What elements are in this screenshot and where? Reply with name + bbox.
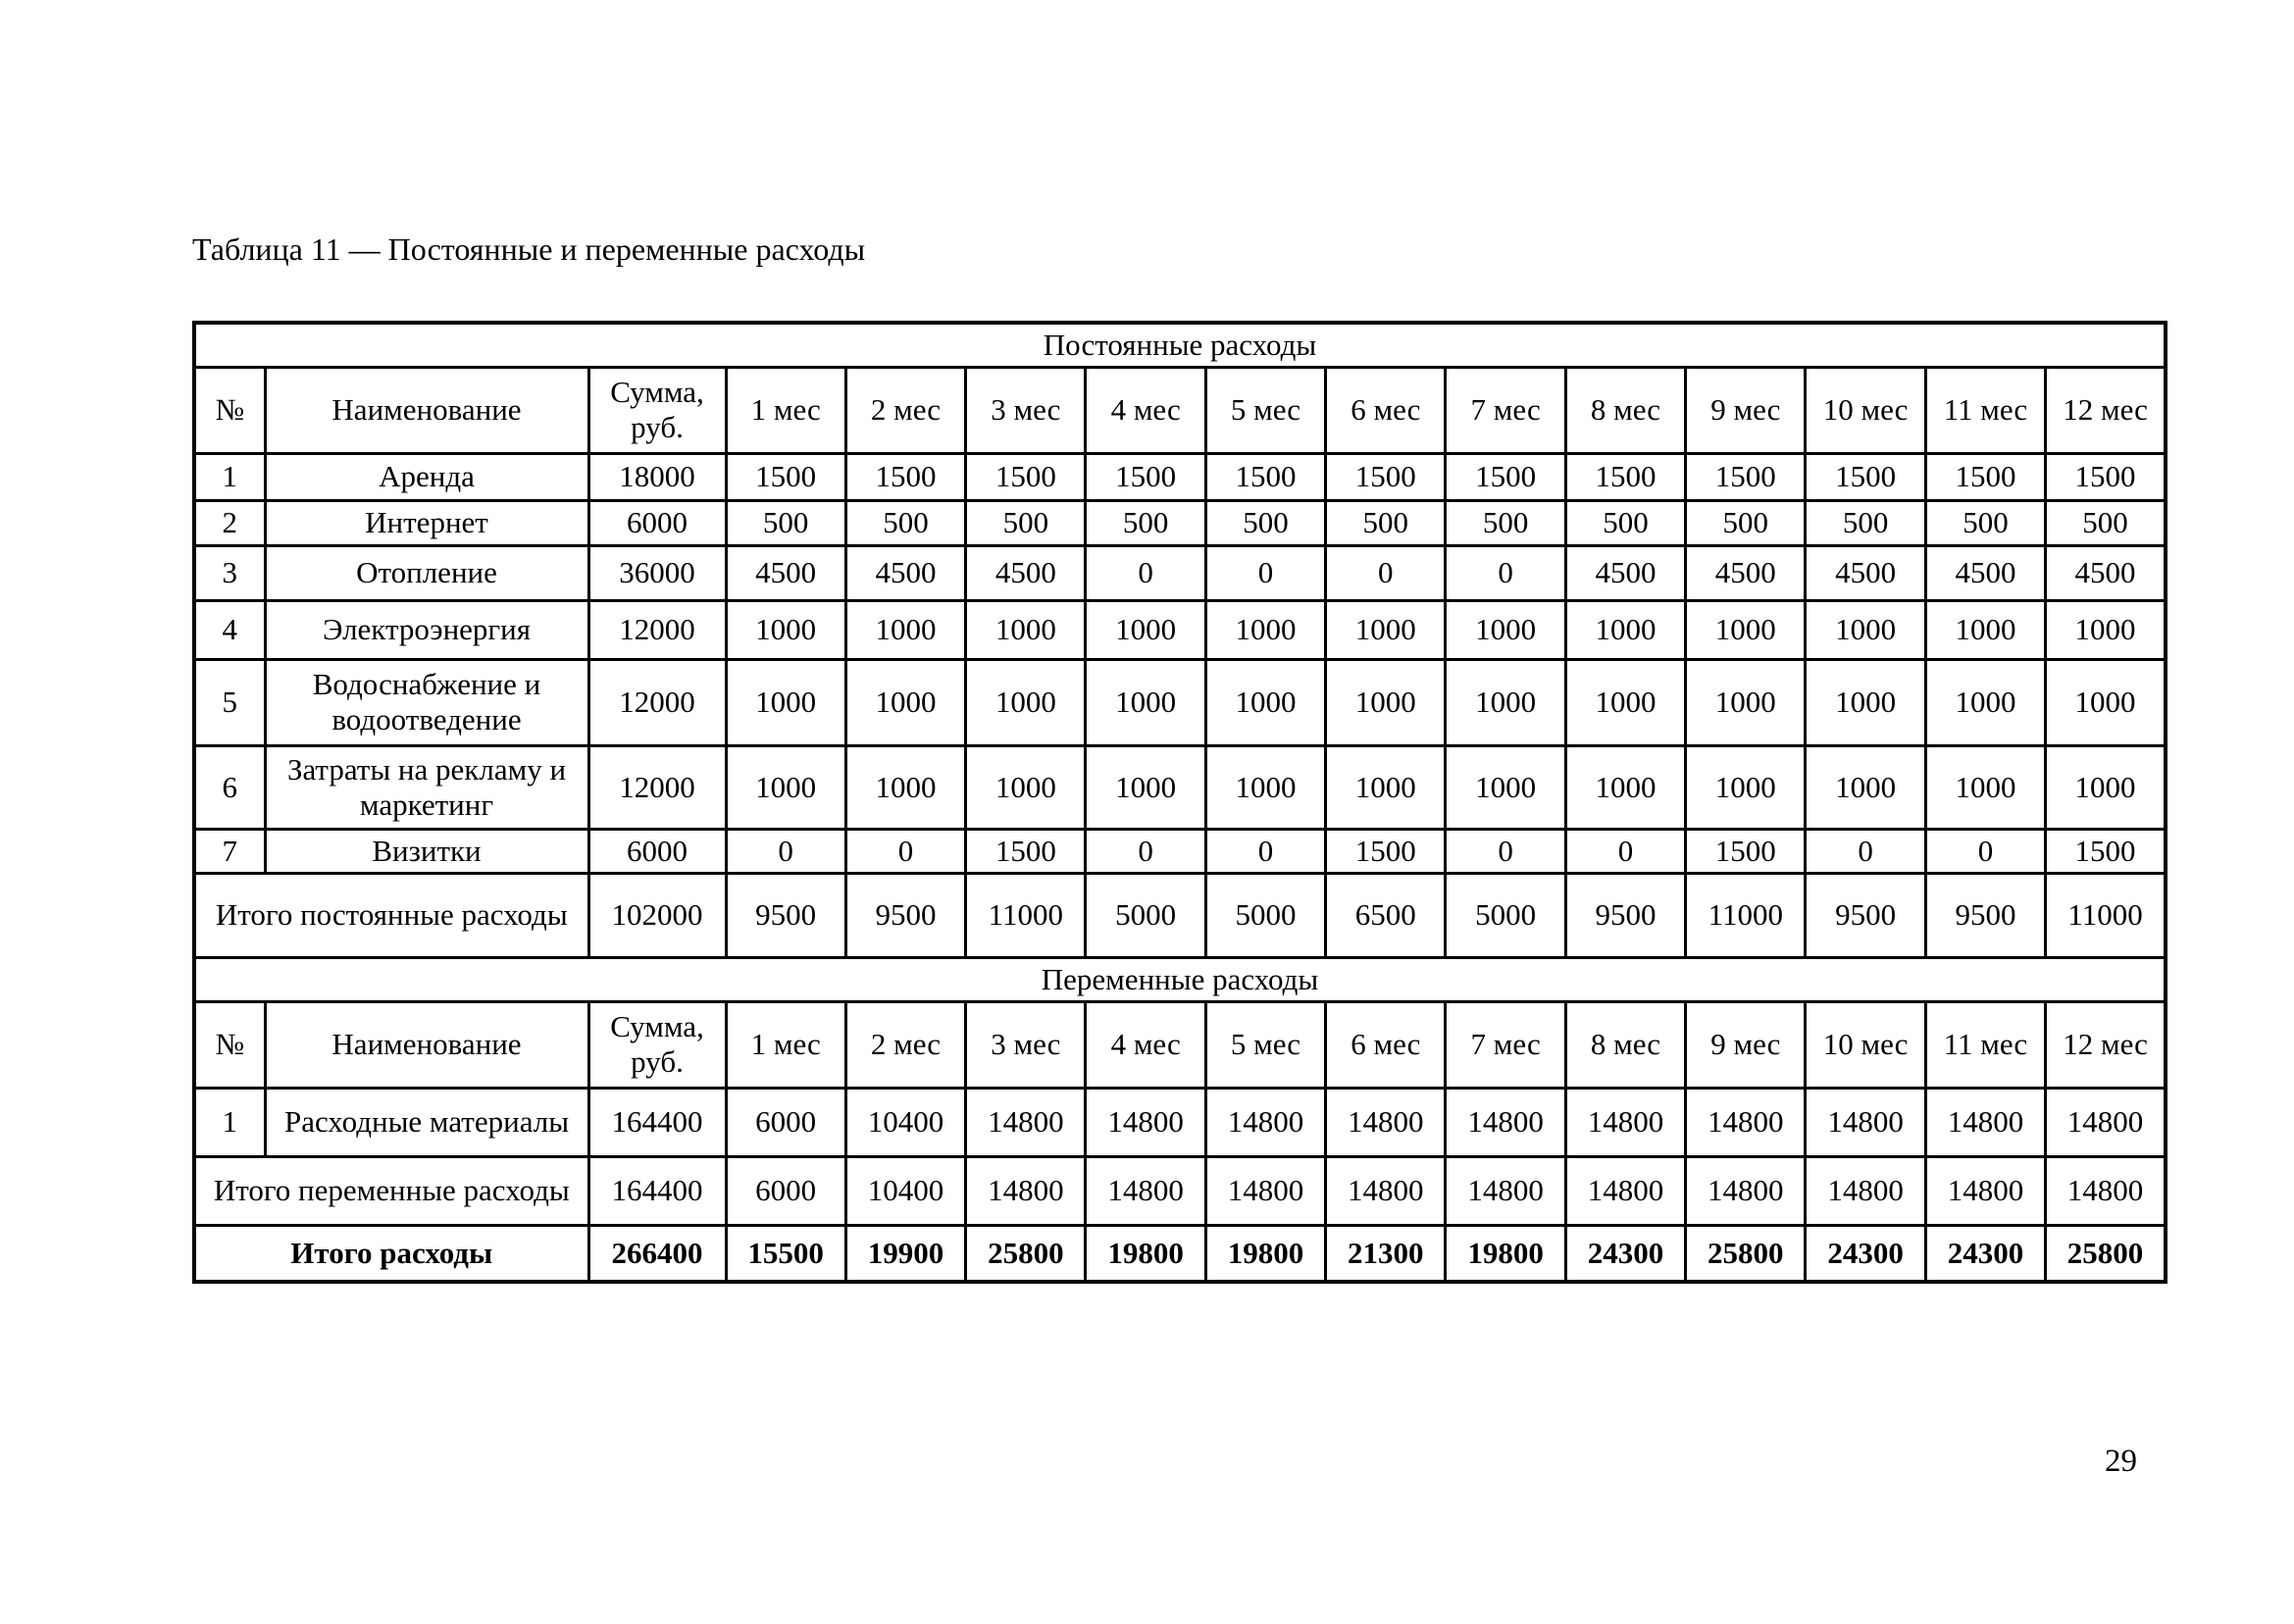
month-value-cell: 14800 (1446, 1088, 1565, 1156)
row-sum-cell: 6000 (588, 500, 726, 545)
month-value-cell: 1500 (726, 453, 845, 500)
month-value-cell: 500 (1686, 500, 1806, 545)
total-row (194, 873, 2166, 957)
row-num-cell: 5 (194, 659, 265, 745)
month-value-cell: 0 (1086, 829, 1205, 873)
section-title-cell: Переменные расходы (194, 957, 2166, 1001)
row-name-cell: Электроэнергия (265, 600, 588, 659)
month-value-cell: 1000 (966, 745, 1086, 829)
total-month-cell: 10400 (845, 1156, 965, 1225)
month-value-cell: 0 (1205, 829, 1325, 873)
month-value-cell: 1500 (1925, 453, 2045, 500)
section-header-row (194, 323, 2166, 367)
month-value-cell: 0 (1446, 545, 1565, 600)
row-name-cell: Расходные материалы (265, 1088, 588, 1156)
month-value-cell: 500 (726, 500, 845, 545)
col-header-num: № (194, 367, 265, 453)
month-value-cell: 14800 (1326, 1088, 1446, 1156)
month-value-cell: 4500 (726, 545, 845, 600)
month-value-cell: 1000 (1446, 745, 1565, 829)
month-value-cell: 1000 (1446, 659, 1565, 745)
col-header-month: 3 мес (966, 1001, 1086, 1088)
grand-total-month-cell: 19800 (1086, 1225, 1205, 1282)
total-month-cell: 14800 (1806, 1156, 1925, 1225)
month-value-cell: 1000 (845, 600, 965, 659)
col-header-month: 6 мес (1326, 367, 1446, 453)
month-value-cell: 1000 (1205, 659, 1325, 745)
month-value-cell: 6000 (726, 1088, 845, 1156)
col-header-sum: Сумма, руб. (588, 1001, 726, 1088)
month-value-cell: 4500 (2046, 545, 2166, 600)
month-value-cell: 14800 (966, 1088, 1086, 1156)
month-value-cell: 1000 (726, 600, 845, 659)
page-number: 29 (2105, 1444, 2137, 1479)
month-value-cell: 4500 (1565, 545, 1685, 600)
grand-total-month-cell: 25800 (2046, 1225, 2166, 1282)
month-value-cell: 1000 (1925, 745, 2045, 829)
table-row (194, 500, 2166, 545)
month-value-cell: 14800 (1686, 1088, 1806, 1156)
month-value-cell: 14800 (1806, 1088, 1925, 1156)
month-value-cell: 14800 (1565, 1088, 1685, 1156)
total-month-cell: 14800 (2046, 1156, 2166, 1225)
grand-total-month-cell: 15500 (726, 1225, 845, 1282)
row-sum-cell: 12000 (588, 600, 726, 659)
grand-total-month-cell: 21300 (1326, 1225, 1446, 1282)
row-num-cell: 4 (194, 600, 265, 659)
section-header-row (194, 957, 2166, 1001)
grand-total-month-cell: 24300 (1806, 1225, 1925, 1282)
month-value-cell: 1000 (1686, 659, 1806, 745)
month-value-cell: 1000 (2046, 745, 2166, 829)
month-value-cell: 0 (1565, 829, 1685, 873)
total-month-cell: 9500 (845, 873, 965, 957)
total-month-cell: 5000 (1086, 873, 1205, 957)
grand-total-month-cell: 25800 (966, 1225, 1086, 1282)
total-month-cell: 6500 (1326, 873, 1446, 957)
table-row (194, 600, 2166, 659)
month-value-cell: 1500 (1686, 453, 1806, 500)
month-value-cell: 14800 (2046, 1088, 2166, 1156)
col-header-month: 4 мес (1086, 367, 1205, 453)
month-value-cell: 1000 (1686, 600, 1806, 659)
month-value-cell: 1000 (1326, 745, 1446, 829)
month-value-cell: 500 (966, 500, 1086, 545)
month-value-cell: 4500 (845, 545, 965, 600)
table-row (194, 545, 2166, 600)
month-value-cell: 0 (726, 829, 845, 873)
month-value-cell: 1500 (1686, 829, 1806, 873)
table-row (194, 1088, 2166, 1156)
col-header-name: Наименование (265, 367, 588, 453)
month-value-cell: 1000 (1806, 745, 1925, 829)
month-value-cell: 14800 (1205, 1088, 1325, 1156)
col-header-sum: Сумма, руб. (588, 367, 726, 453)
col-header-month: 8 мес (1565, 367, 1685, 453)
col-header-month: 10 мес (1806, 1001, 1925, 1088)
row-num-cell: 2 (194, 500, 265, 545)
month-value-cell: 500 (1806, 500, 1925, 545)
total-month-cell: 9500 (1565, 873, 1685, 957)
total-month-cell: 6000 (726, 1156, 845, 1225)
row-name-cell: Интернет (265, 500, 588, 545)
total-month-cell: 14800 (966, 1156, 1086, 1225)
month-value-cell: 1000 (1806, 659, 1925, 745)
month-value-cell: 1500 (1326, 829, 1446, 873)
grand-total-month-cell: 25800 (1686, 1225, 1806, 1282)
total-month-cell: 14800 (1446, 1156, 1565, 1225)
col-header-month: 6 мес (1326, 1001, 1446, 1088)
grand-total-month-cell: 19900 (845, 1225, 965, 1282)
month-value-cell: 1000 (1205, 600, 1325, 659)
row-name-cell: Отопление (265, 545, 588, 600)
grand-total-sum-cell: 266400 (588, 1225, 726, 1282)
col-header-month: 4 мес (1086, 1001, 1205, 1088)
col-header-month: 2 мес (845, 367, 965, 453)
month-value-cell: 0 (1326, 545, 1446, 600)
total-month-cell: 11000 (1686, 873, 1806, 957)
row-num-cell: 3 (194, 545, 265, 600)
month-value-cell: 1000 (2046, 659, 2166, 745)
month-value-cell: 500 (1565, 500, 1685, 545)
month-value-cell: 1000 (1326, 659, 1446, 745)
col-header-month: 11 мес (1925, 367, 2045, 453)
grand-total-month-cell: 19800 (1205, 1225, 1325, 1282)
total-month-cell: 5000 (1446, 873, 1565, 957)
total-label-cell: Итого переменные расходы (194, 1156, 588, 1225)
month-value-cell: 1000 (845, 745, 965, 829)
total-month-cell: 14800 (1565, 1156, 1685, 1225)
month-value-cell: 1500 (2046, 453, 2166, 500)
grand-total-month-cell: 24300 (1565, 1225, 1685, 1282)
month-value-cell: 1000 (1446, 600, 1565, 659)
total-month-cell: 14800 (1205, 1156, 1325, 1225)
month-value-cell: 1000 (1686, 745, 1806, 829)
row-name-cell: Аренда (265, 453, 588, 500)
col-header-month: 9 мес (1686, 1001, 1806, 1088)
total-sum-cell: 102000 (588, 873, 726, 957)
col-header-month: 8 мес (1565, 1001, 1685, 1088)
total-month-cell: 14800 (1326, 1156, 1446, 1225)
month-value-cell: 1500 (1446, 453, 1565, 500)
col-header-month: 7 мес (1446, 367, 1565, 453)
col-header-month: 2 мес (845, 1001, 965, 1088)
col-header-month: 12 мес (2046, 367, 2166, 453)
month-value-cell: 500 (1446, 500, 1565, 545)
month-value-cell: 1000 (726, 659, 845, 745)
total-month-cell: 9500 (1925, 873, 2045, 957)
expenses-table (192, 321, 2167, 1284)
row-sum-cell: 12000 (588, 659, 726, 745)
row-sum-cell: 6000 (588, 829, 726, 873)
month-value-cell: 4500 (1925, 545, 2045, 600)
row-name-cell: Визитки (265, 829, 588, 873)
month-value-cell: 1000 (726, 745, 845, 829)
total-month-cell: 11000 (966, 873, 1086, 957)
month-value-cell: 1500 (1086, 453, 1205, 500)
month-value-cell: 14800 (1925, 1088, 2045, 1156)
total-row (194, 1156, 2166, 1225)
month-value-cell: 1500 (1205, 453, 1325, 500)
total-month-cell: 11000 (2046, 873, 2166, 957)
col-header-name: Наименование (265, 1001, 588, 1088)
col-header-month: 5 мес (1205, 1001, 1325, 1088)
month-value-cell: 1000 (1565, 659, 1685, 745)
table-row (194, 659, 2166, 745)
month-value-cell: 1000 (1086, 745, 1205, 829)
month-value-cell: 1000 (1925, 659, 2045, 745)
page-title: Таблица 11 — Постоянные и переменные расходы (192, 231, 866, 267)
total-month-cell: 5000 (1205, 873, 1325, 957)
month-value-cell: 0 (1446, 829, 1565, 873)
month-value-cell: 4500 (1806, 545, 1925, 600)
month-value-cell: 1000 (1326, 600, 1446, 659)
col-header-month: 3 мес (966, 367, 1086, 453)
month-value-cell: 0 (1205, 545, 1325, 600)
total-month-cell: 9500 (1806, 873, 1925, 957)
month-value-cell: 1000 (1086, 600, 1205, 659)
month-value-cell: 1000 (1565, 600, 1685, 659)
month-value-cell: 500 (1326, 500, 1446, 545)
row-sum-cell: 18000 (588, 453, 726, 500)
month-value-cell: 0 (1086, 545, 1205, 600)
month-value-cell: 1500 (966, 829, 1086, 873)
month-value-cell: 500 (2046, 500, 2166, 545)
col-header-month: 9 мес (1686, 367, 1806, 453)
month-value-cell: 1500 (1806, 453, 1925, 500)
total-month-cell: 9500 (726, 873, 845, 957)
month-value-cell: 1500 (1326, 453, 1446, 500)
col-header-month: 12 мес (2046, 1001, 2166, 1088)
month-value-cell: 1000 (845, 659, 965, 745)
row-name-cell: Затраты на рекламу и маркетинг (265, 745, 588, 829)
row-sum-cell: 36000 (588, 545, 726, 600)
month-value-cell: 1500 (2046, 829, 2166, 873)
total-label-cell: Итого постоянные расходы (194, 873, 588, 957)
grand-total-month-cell: 24300 (1925, 1225, 2045, 1282)
row-sum-cell: 12000 (588, 745, 726, 829)
col-header-month: 5 мес (1205, 367, 1325, 453)
col-header-month: 11 мес (1925, 1001, 2045, 1088)
month-value-cell: 1000 (1086, 659, 1205, 745)
col-header-month: 10 мес (1806, 367, 1925, 453)
month-value-cell: 500 (1925, 500, 2045, 545)
month-value-cell: 1000 (966, 600, 1086, 659)
row-num-cell: 1 (194, 1088, 265, 1156)
grand-total-row (194, 1225, 2166, 1282)
table-row (194, 453, 2166, 500)
month-value-cell: 500 (1205, 500, 1325, 545)
column-header-row (194, 367, 2166, 453)
month-value-cell: 500 (845, 500, 965, 545)
row-sum-cell: 164400 (588, 1088, 726, 1156)
row-num-cell: 1 (194, 453, 265, 500)
total-month-cell: 14800 (1925, 1156, 2045, 1225)
total-month-cell: 14800 (1686, 1156, 1806, 1225)
month-value-cell: 1500 (845, 453, 965, 500)
month-value-cell: 0 (1806, 829, 1925, 873)
month-value-cell: 1500 (1565, 453, 1685, 500)
row-name-cell: Водоснабжение и водоотведение (265, 659, 588, 745)
month-value-cell: 10400 (845, 1088, 965, 1156)
col-header-num: № (194, 1001, 265, 1088)
month-value-cell: 1000 (1806, 600, 1925, 659)
col-header-month: 7 мес (1446, 1001, 1565, 1088)
grand-total-label-cell: Итого расходы (194, 1225, 588, 1282)
month-value-cell: 14800 (1086, 1088, 1205, 1156)
row-num-cell: 6 (194, 745, 265, 829)
month-value-cell: 1000 (2046, 600, 2166, 659)
month-value-cell: 1000 (1925, 600, 2045, 659)
col-header-month: 1 мес (726, 367, 845, 453)
month-value-cell: 4500 (1686, 545, 1806, 600)
month-value-cell: 0 (1925, 829, 2045, 873)
month-value-cell: 1000 (966, 659, 1086, 745)
month-value-cell: 1000 (1205, 745, 1325, 829)
total-month-cell: 14800 (1086, 1156, 1205, 1225)
column-header-row (194, 1001, 2166, 1088)
col-header-month: 1 мес (726, 1001, 845, 1088)
month-value-cell: 4500 (966, 545, 1086, 600)
table-row (194, 829, 2166, 873)
month-value-cell: 0 (845, 829, 965, 873)
section-title-cell: Постоянные расходы (194, 323, 2166, 367)
month-value-cell: 1000 (1565, 745, 1685, 829)
table-row (194, 745, 2166, 829)
month-value-cell: 500 (1086, 500, 1205, 545)
row-num-cell: 7 (194, 829, 265, 873)
total-sum-cell: 164400 (588, 1156, 726, 1225)
grand-total-month-cell: 19800 (1446, 1225, 1565, 1282)
month-value-cell: 1500 (966, 453, 1086, 500)
